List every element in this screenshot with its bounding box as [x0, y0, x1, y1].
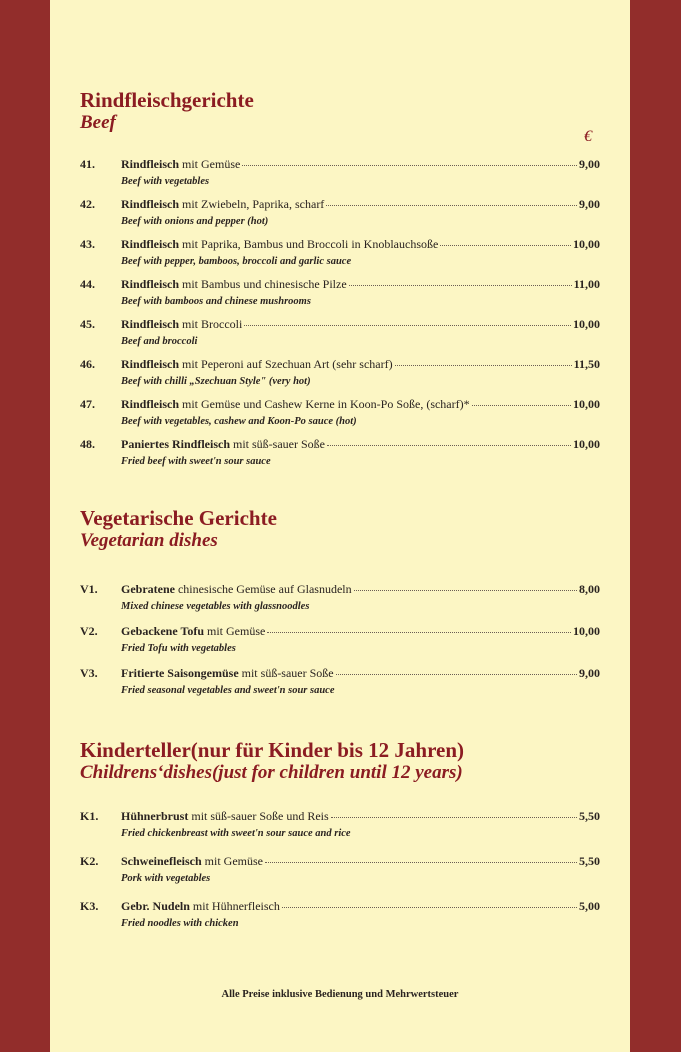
- item-number: 44.: [80, 277, 95, 291]
- item-number: K2.: [80, 854, 99, 868]
- dot-leader: [327, 435, 571, 446]
- item-price: 10,00: [573, 237, 600, 251]
- item-row: [80, 197, 600, 213]
- item-price: 9,00: [579, 197, 600, 211]
- item-name-rest: mit Bambus und chinesische Pilze: [179, 277, 347, 291]
- dot-leader: [354, 580, 577, 591]
- item-name-rest: mit Gemüse und Cashew Kerne in Koon-Po Soße, (scharf)*: [179, 397, 470, 411]
- item-row: [80, 317, 600, 333]
- item-name-bold: Hühnerbrust: [121, 809, 189, 823]
- item-row: [80, 437, 600, 453]
- item-name-bold: Gebackene Tofu: [121, 624, 205, 638]
- item-name-bold: Rindfleisch: [121, 357, 180, 371]
- item-row: [80, 582, 600, 598]
- item-name-bold: Gebr. Nudeln: [121, 899, 190, 913]
- dot-leader: [440, 235, 571, 246]
- dot-leader: [282, 897, 577, 908]
- menu-item: [80, 277, 600, 308]
- item-name-german: [121, 397, 470, 412]
- item-number: 43.: [80, 237, 95, 251]
- item-name-german: [121, 237, 438, 252]
- item-number: V3.: [80, 666, 98, 680]
- item-name-german: [121, 317, 242, 332]
- menu-item: [80, 624, 600, 655]
- item-name-rest: mit süß-sauer Soße: [230, 437, 325, 451]
- footer-note: Alle Preise inklusive Bedienung und Mehrwertsteuer: [221, 989, 459, 1000]
- item-name-rest: mit Gemüse: [201, 854, 263, 868]
- item-number: 47.: [80, 397, 95, 411]
- item-number: 46.: [80, 357, 95, 371]
- menu-item: [80, 437, 600, 468]
- item-name-german: [121, 624, 265, 639]
- item-name-bold: Rindfleisch: [121, 317, 180, 331]
- item-number: 45.: [80, 317, 95, 331]
- item-name-bold: Gebratene: [121, 582, 175, 596]
- item-number: K3.: [80, 899, 99, 913]
- item-name-german: [121, 197, 324, 212]
- item-price: 8,00: [579, 582, 600, 596]
- item-row: [80, 899, 600, 915]
- section-title: Kinderteller(nur für Kinder bis 12 Jahren): [80, 738, 465, 762]
- item-name-english: Fried chickenbreast with sweet'n sour sauce and rice: [121, 828, 351, 839]
- dot-leader: [472, 395, 571, 406]
- item-price: 10,00: [573, 397, 600, 411]
- dot-leader: [331, 807, 577, 818]
- item-name-bold: Rindfleisch: [121, 397, 180, 411]
- item-name-german: [121, 157, 240, 172]
- item-price: 9,00: [579, 157, 600, 171]
- item-price: 10,00: [573, 624, 600, 638]
- item-name-english: Fried beef with sweet'n sour sauce: [121, 456, 271, 467]
- item-name-english: Mixed chinese vegetables with glassnoodles: [121, 601, 310, 612]
- item-name-rest: mit Zwiebeln, Paprika, scharf: [179, 197, 325, 211]
- menu-item: [80, 397, 600, 428]
- item-name-bold: Schweinefleisch: [121, 854, 202, 868]
- item-name-bold: Rindfleisch: [121, 197, 180, 211]
- menu-item: [80, 197, 600, 228]
- section-title: Vegetarische Gerichte: [80, 506, 277, 530]
- menu-item: [80, 157, 600, 188]
- item-name-german: [121, 277, 347, 292]
- item-row: [80, 157, 600, 173]
- item-name-rest: mit Peperoni auf Szechuan Art (sehr scharf): [179, 357, 393, 371]
- menu-item: [80, 899, 600, 930]
- item-row: [80, 854, 600, 870]
- item-number: 41.: [80, 157, 95, 171]
- item-name-english: Beef and broccoli: [121, 336, 198, 347]
- item-price: 11,50: [573, 357, 600, 371]
- dot-leader: [395, 355, 572, 366]
- item-row: [80, 809, 600, 825]
- item-name-german: [121, 437, 325, 452]
- item-price: 11,00: [573, 277, 600, 291]
- item-number: K1.: [80, 809, 99, 823]
- dot-leader: [267, 622, 571, 633]
- menu-item: [80, 582, 600, 613]
- item-name-english: Beef with pepper, bamboos, broccoli and garlic sauce: [121, 256, 352, 267]
- item-name-german: [121, 666, 334, 681]
- item-name-english: Beef with bamboos and chinese mushrooms: [121, 296, 311, 307]
- dot-leader: [336, 664, 577, 675]
- menu-item: [80, 809, 600, 840]
- currency-symbol: €: [584, 128, 592, 145]
- item-name-english: Beef with chilli „Szechuan Style" (very hot): [121, 376, 311, 387]
- dot-leader: [349, 275, 572, 286]
- section-children: [80, 738, 600, 929]
- item-row: [80, 357, 600, 373]
- item-name-english: Fried seasonal vegetables and sweet'n sour sauce: [121, 685, 335, 696]
- dot-leader: [244, 315, 571, 326]
- dot-leader: [242, 155, 577, 166]
- item-price: 5,00: [579, 899, 600, 913]
- item-name-rest: mit Gemüse: [204, 624, 266, 638]
- item-name-english: Pork with vegetables: [121, 873, 211, 884]
- item-name-rest: chinesische Gemüse auf Glasnudeln: [174, 582, 352, 596]
- menu-item: [80, 237, 600, 268]
- item-name-german: [121, 357, 393, 372]
- menu-page: [50, 0, 630, 1052]
- item-name-rest: mit Gemüse: [179, 157, 241, 171]
- item-name-bold: Paniertes Rindfleisch: [121, 437, 230, 451]
- section-subtitle: Vegetarian dishes: [80, 530, 218, 551]
- item-name-rest: mit Broccoli: [179, 317, 243, 331]
- section-beef: [80, 88, 600, 467]
- section-subtitle: Childrens‘dishes(just for children until 12 years): [80, 762, 463, 783]
- item-number: 48.: [80, 437, 95, 451]
- item-price: 5,50: [579, 809, 600, 823]
- item-number: V2.: [80, 624, 98, 638]
- item-number: 42.: [80, 197, 95, 211]
- item-row: [80, 397, 600, 413]
- item-name-english: Beef with vegetables: [121, 176, 210, 187]
- menu-item: [80, 854, 600, 885]
- menu-item: [80, 666, 600, 697]
- item-name-english: Fried Tofu with vegetables: [121, 643, 236, 654]
- dot-leader: [265, 852, 577, 863]
- item-name-german: [121, 582, 352, 597]
- item-price: 9,00: [579, 666, 600, 680]
- item-row: [80, 624, 600, 640]
- item-row: [80, 277, 600, 293]
- item-row: [80, 666, 600, 682]
- menu-item: [80, 357, 600, 388]
- item-price: 10,00: [573, 317, 600, 331]
- item-name-rest: mit süß-sauer Soße und Reis: [188, 809, 329, 823]
- item-name-rest: mit Hühnerfleisch: [189, 899, 280, 913]
- item-name-rest: mit süß-sauer Soße: [238, 666, 334, 680]
- item-price: 5,50: [579, 854, 600, 868]
- menu-item: [80, 317, 600, 348]
- item-name-bold: Rindfleisch: [121, 157, 180, 171]
- item-name-german: [121, 899, 280, 914]
- item-name-german: [121, 809, 329, 824]
- section-subtitle: Beef: [80, 112, 116, 133]
- dot-leader: [326, 195, 577, 206]
- item-name-german: [121, 854, 263, 869]
- item-name-rest: mit Paprika, Bambus und Broccoli in Knoblauchsoße: [179, 237, 439, 251]
- section-title: Rindfleischgerichte: [80, 88, 254, 112]
- item-name-english: Beef with onions and pepper (hot): [121, 216, 269, 227]
- item-name-english: Beef with vegetables, cashew and Koon-Po sauce (hot): [121, 416, 357, 427]
- item-name-bold: Rindfleisch: [121, 277, 180, 291]
- item-number: V1.: [80, 582, 98, 596]
- item-price: 10,00: [573, 437, 600, 451]
- item-name-bold: Fritierte Saisongemüse: [121, 666, 239, 680]
- section-vegetarian: [80, 506, 600, 696]
- item-name-english: Fried noodles with chicken: [121, 918, 239, 929]
- item-row: [80, 237, 600, 253]
- item-name-bold: Rindfleisch: [121, 237, 180, 251]
